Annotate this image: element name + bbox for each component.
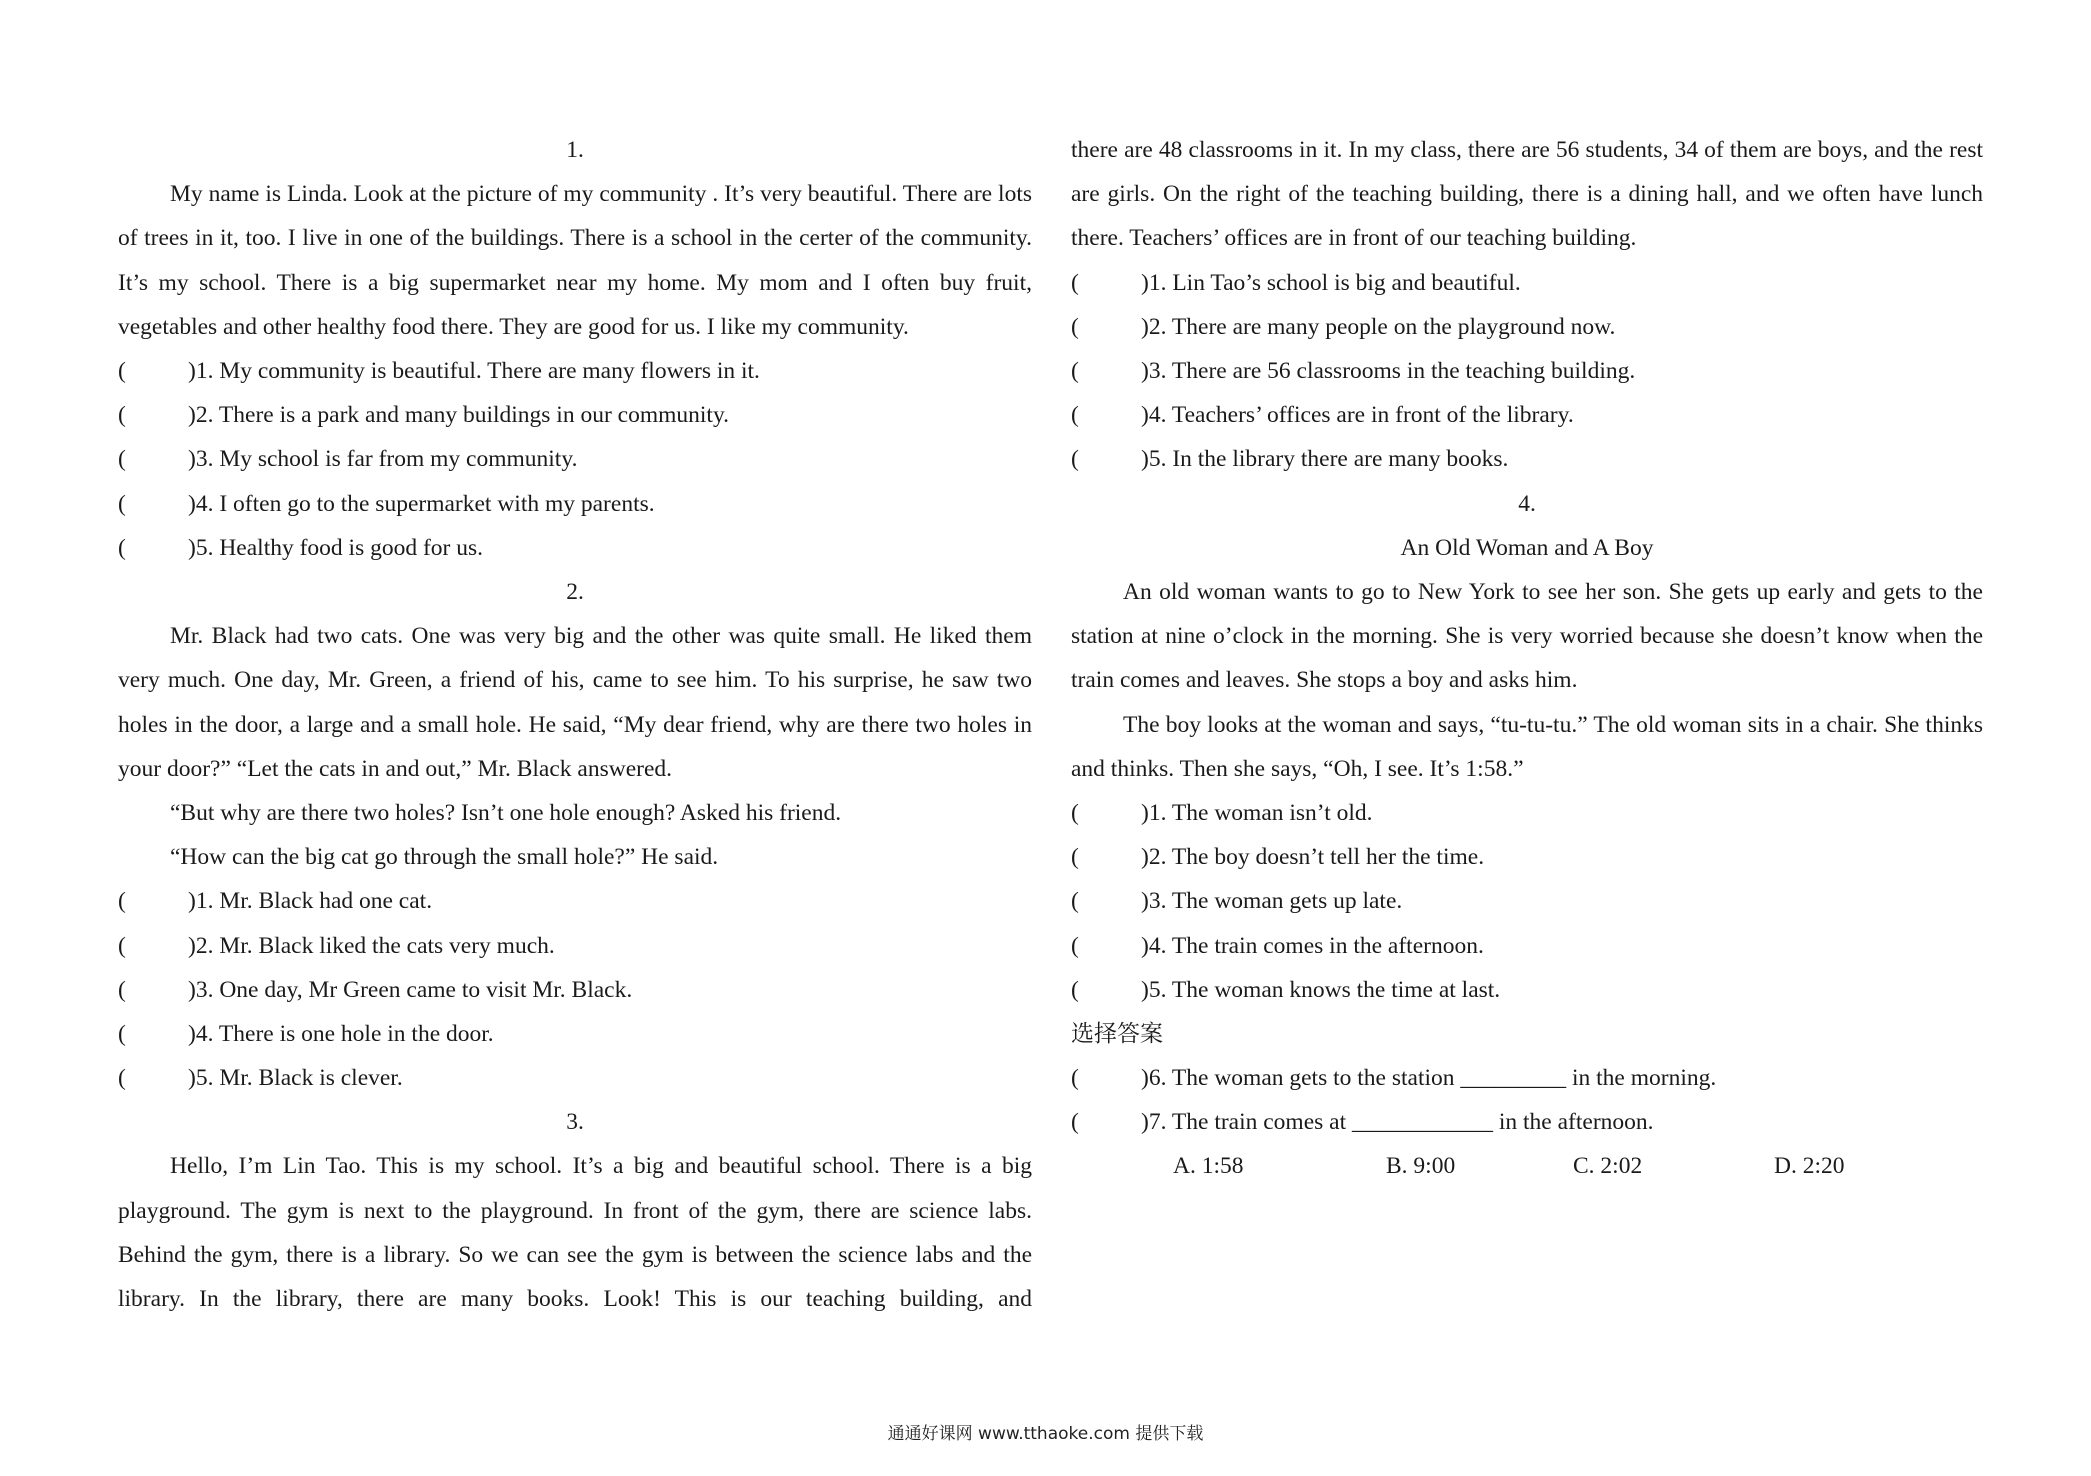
section-4-passage: An old woman wants to go to New York to see her son. She gets up early and gets to the station at nine o’clock in the morning. She is very worried because she doesn’t know when the train comes and leaves. She stops a boy and asks him. — [1071, 578, 1983, 694]
option-b: B. 9:00 — [1386, 1153, 1456, 1180]
right-column — [1071, 128, 1983, 1189]
section-2-passage-line: “How can the big cat go through the small hole?” He said. — [170, 844, 719, 871]
question-item: ( )5. Healthy food is good for us. — [118, 534, 484, 561]
section-4-title: An Old Woman and A Boy — [1400, 534, 1654, 561]
footer-source: 通通好课网 www.tthaoke.com 提供下载 — [887, 1424, 1204, 1444]
question-item: ( )5. The woman knows the time at last. — [1071, 976, 1501, 1003]
section-3-number: 3. — [566, 1109, 584, 1136]
question-item: ( )3. One day, Mr Green came to visit Mr. Black. — [118, 976, 633, 1003]
answer-options — [1071, 1144, 1983, 1188]
question-item: ( )2. There are many people on the playground now. — [1071, 313, 1616, 340]
question-item: ( )1. Lin Tao’s school is big and beautiful. — [1071, 269, 1521, 296]
question-item: ( )4. There is one hole in the door. — [118, 1020, 494, 1047]
question-item: ( )1. Mr. Black had one cat. — [118, 888, 433, 915]
question-item: ( )3. The woman gets up late. — [1071, 888, 1403, 915]
question-item: ( )4. I often go to the supermarket with my parents. — [118, 490, 655, 517]
section-2-passage: Mr. Black had two cats. One was very big and the other was quite small. He liked them very much. One day, Mr. Green, a friend of his, came to see him. To his surprise, he saw two holes in the door, a large and a small hole. He said, “My dear friend, why are there two holes in your door?” “Let the cats in and out,” Mr. Black answered. — [118, 623, 1032, 782]
section-1-number: 1. — [566, 137, 584, 163]
option-a: A. 1:58 — [1173, 1153, 1244, 1180]
question-item: ( )3. My school is far from my community. — [118, 446, 578, 473]
left-column — [118, 128, 1032, 1321]
question-item: ( )2. The boy doesn’t tell her the time. — [1071, 844, 1485, 871]
choice-question-item: ( )7. The train comes at ____________ in the afternoon. — [1071, 1109, 1654, 1136]
choice-question-item: ( )6. The woman gets to the station _________ in the morning. — [1071, 1065, 1717, 1092]
question-item: ( )5. In the library there are many books. — [1071, 446, 1509, 473]
section-3-passage-continued: there are 48 classrooms in it. In my class, there are 56 students, 34 of them are boys, and the rest are girls. On the right of the teaching building, there is a dining hall, and we often have lunch there. Teachers’ offices are in front of our teaching building. — [1071, 137, 1983, 252]
option-d: D. 2:20 — [1774, 1153, 1845, 1180]
choice-heading: 选择答案 — [1071, 1020, 1163, 1047]
question-item: ( )2. There is a park and many buildings in our community. — [118, 402, 730, 429]
section-4-passage: The boy looks at the woman and says, “tu-tu-tu.” The old woman sits in a chair. She thinks and thinks. Then she says, “Oh, I see. It’s 1:58.” — [1071, 711, 1983, 782]
question-item: ( )4. Teachers’ offices are in front of the library. — [1071, 402, 1574, 429]
question-item: ( )2. Mr. Black liked the cats very much. — [118, 932, 555, 959]
section-2-number: 2. — [566, 578, 584, 605]
question-item: ( )1. My community is beautiful. There are many flowers in it. — [118, 358, 760, 384]
question-item: ( )1. The woman isn’t old. — [1071, 799, 1373, 826]
section-1-passage: My name is Linda. Look at the picture of my community . It’s very beautiful. There are lots of trees in it, too. I live in one of the buildings. There is a school in the certer of the community. It’s my school. There is a big supermarket near my home. My mom and I often buy fruit, vegetables and other healthy food there. They are good for us. I like my community. — [118, 181, 1032, 340]
question-item: ( )4. The train comes in the afternoon. — [1071, 932, 1484, 959]
option-c: C. 2:02 — [1573, 1153, 1643, 1180]
question-item: ( )3. There are 56 classrooms in the teaching building. — [1071, 357, 1636, 384]
section-2-passage-line: “But why are there two holes? Isn’t one hole enough? Asked his friend. — [170, 799, 842, 826]
question-item: ( )5. Mr. Black is clever. — [118, 1065, 403, 1092]
section-4-number: 4. — [1518, 490, 1536, 517]
section-3-passage-start: Hello, I’m Lin Tao. This is my school. It’s a big and beautiful school. There is a big playground. The gym is next to the playground. In front of the gym, there are science labs. Behind the gym, there is a library. So we can see the gym is between the science labs and the library. In the library, there are many books. Look! This is our teaching building, and — [118, 1153, 1032, 1313]
